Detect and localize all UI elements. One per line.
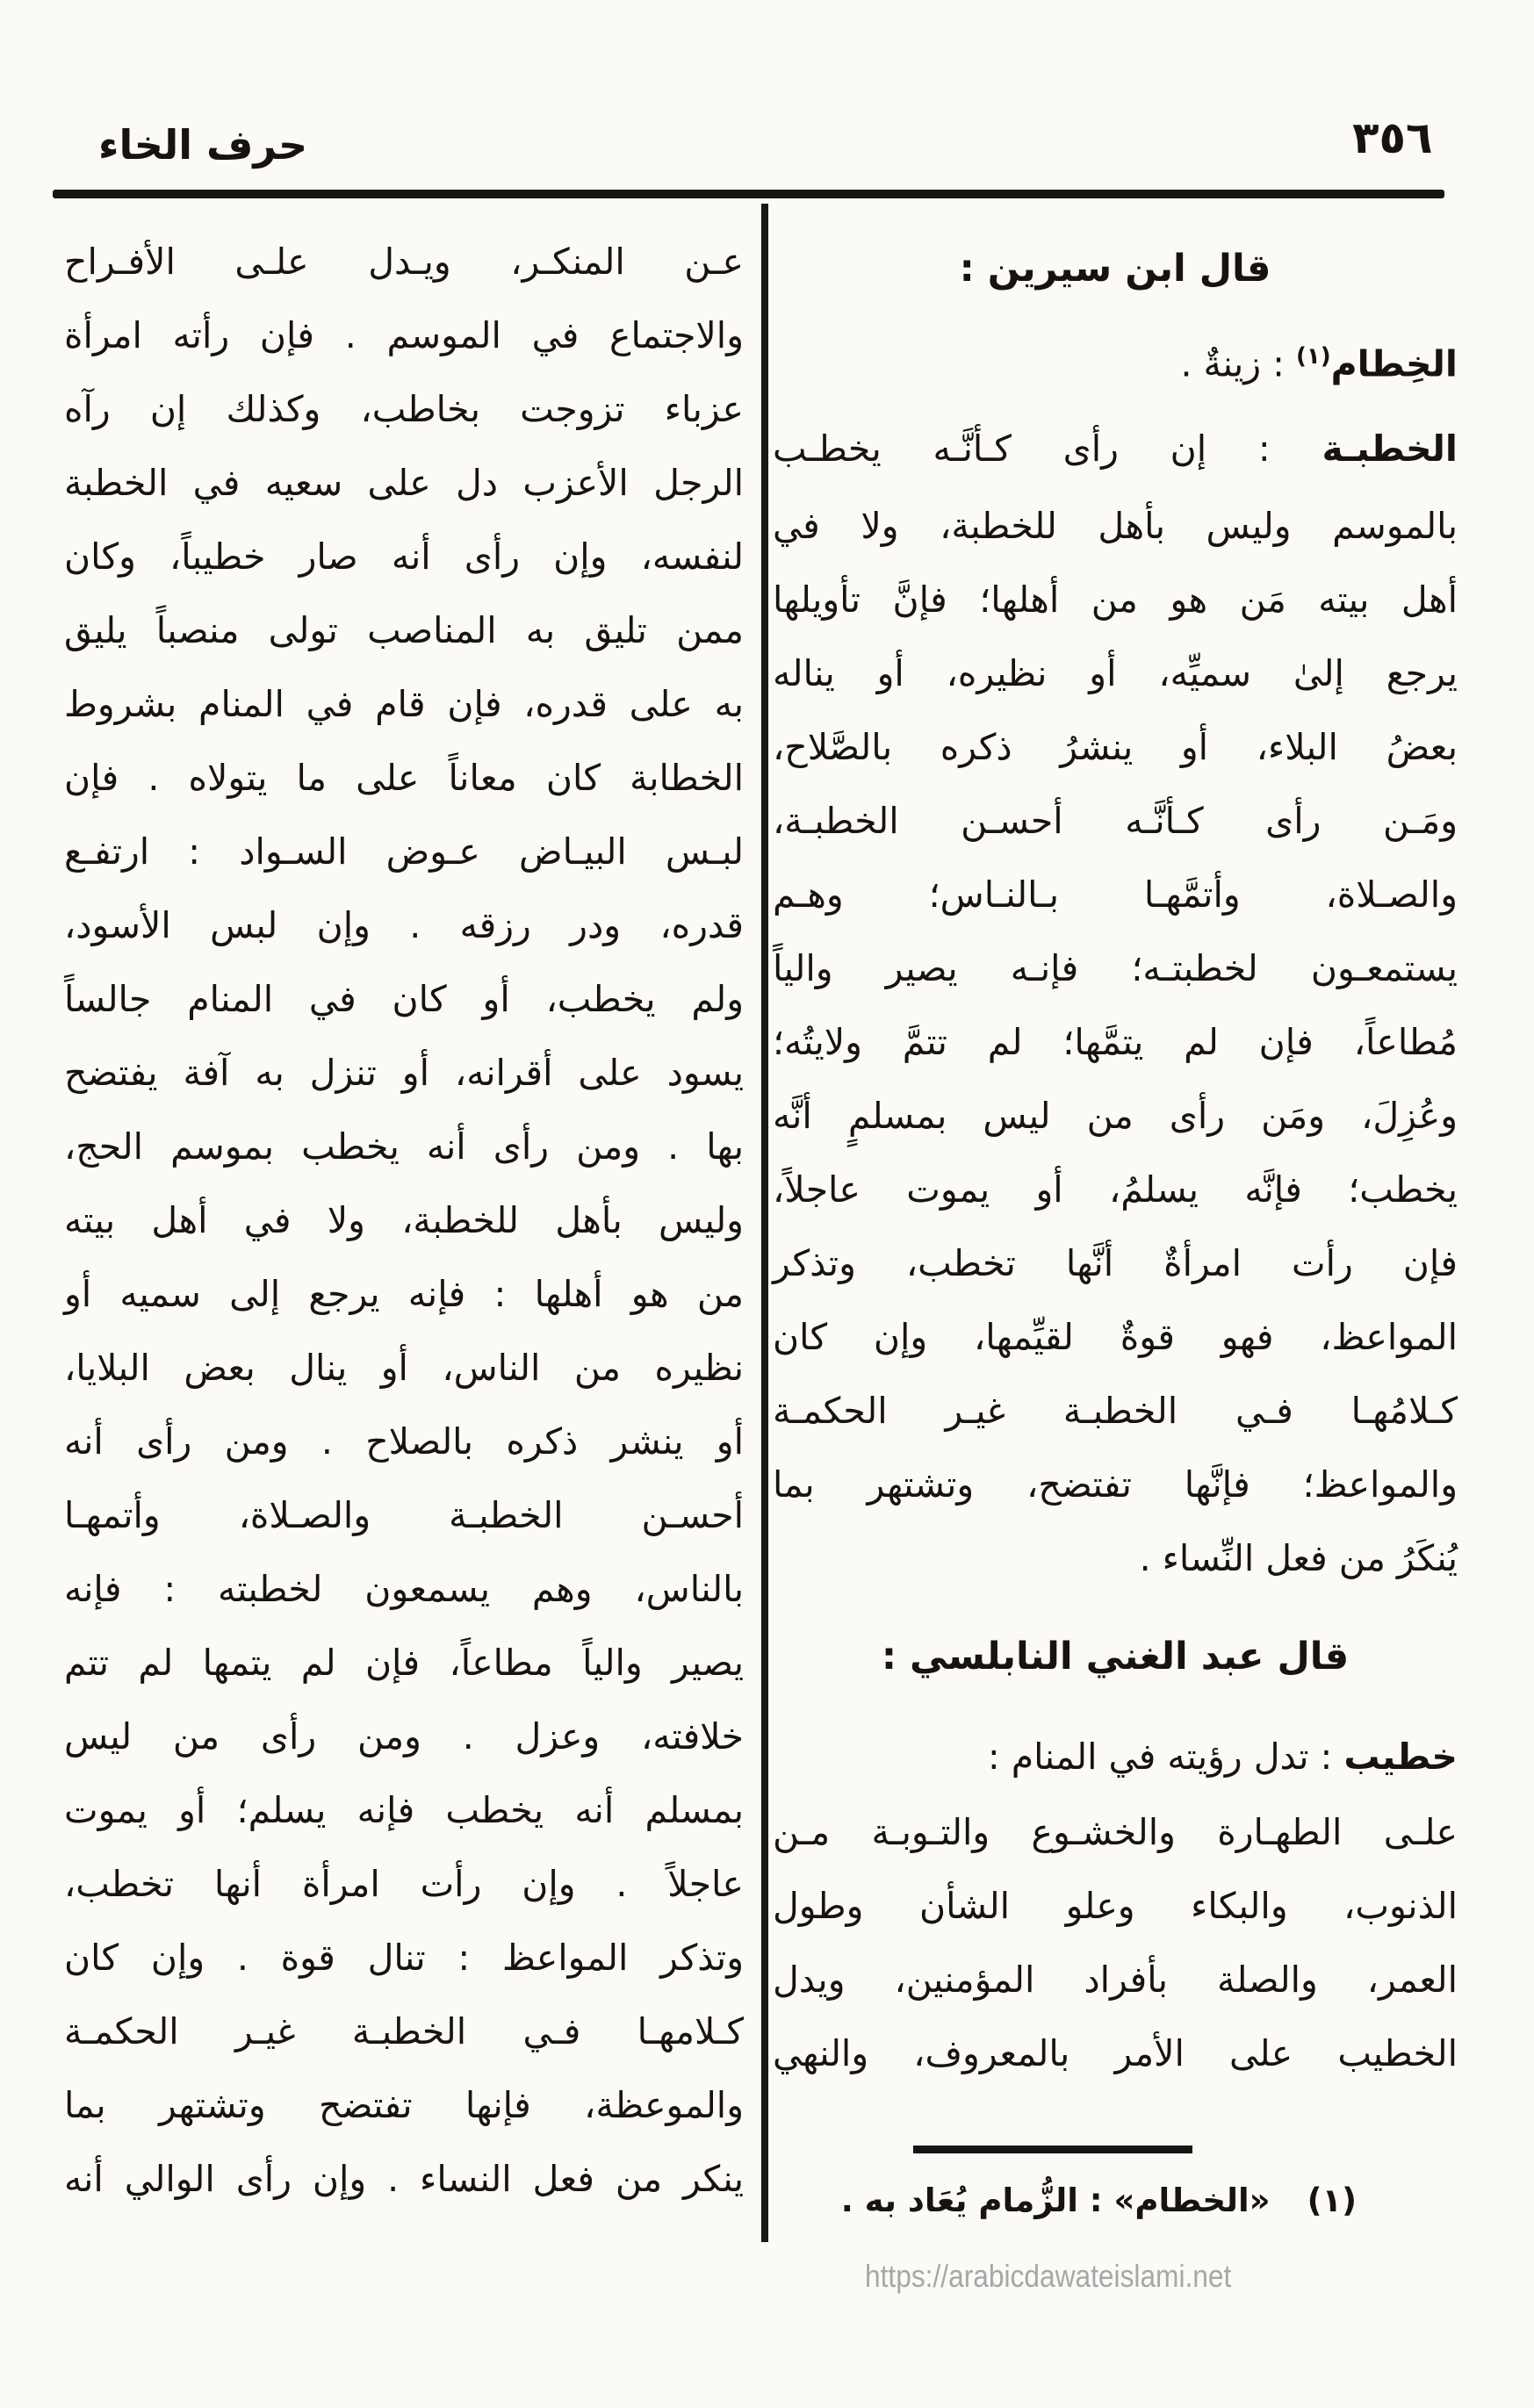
right-column bbox=[773, 225, 1458, 2090]
entry-term-khutba: الخطبـة bbox=[1322, 427, 1458, 470]
text-line: لبـس البيـاض عـوض السـواد : ارتفـع bbox=[64, 830, 744, 873]
text-line: والاجتماع في الموسم . فإن رأته امرأة bbox=[64, 314, 744, 356]
text-line: كـلامُهـا فـي الخطبـة غيـر الحكمـة bbox=[773, 1389, 1458, 1432]
text-line: أهل بيته مَن هو من أهلها؛ فإنَّ تأويلها bbox=[773, 578, 1458, 621]
text-line: علـى الطهـارة والخشـوع والتـوبـة مـن bbox=[773, 1810, 1458, 1853]
text-line: ومَـن رأى كـأنَّـه أحسـن الخطبـة، bbox=[773, 799, 1458, 842]
text-line: وعُزِلَ، ومَن رأى من ليس بمسلمٍ أنَّه bbox=[773, 1094, 1458, 1137]
text-line: يخطب؛ فإنَّه يسلمُ، أو يموت عاجلاً، bbox=[773, 1168, 1458, 1211]
text-line: يسود على أقرانه، أو تنزل به آفة يفتضح bbox=[64, 1052, 744, 1094]
entry-khitam bbox=[773, 313, 1458, 408]
entry-khatib-rest: : تدل رؤيته في المنام : bbox=[987, 1735, 1344, 1778]
text-line: ممن تليق به المناصب تولى منصباً يليق bbox=[64, 609, 744, 651]
entry-khitam-definition: : زينةٌ . bbox=[1180, 342, 1296, 385]
text-line: ولم يخطب، أو كان في المنام جالساً bbox=[64, 978, 744, 1020]
watermark-url: https://arabicdawateislami.net bbox=[865, 2258, 1232, 2294]
text-line: عاجلاً . وإن رأت امرأة أنها تخطب، bbox=[64, 1863, 744, 1905]
text-line: والمواعظ؛ فإنَّها تفتضح، وتشتهر بما bbox=[773, 1463, 1458, 1506]
text-line: فإن رأت امرأةٌ أنَّها تخطب، وتذكر bbox=[773, 1241, 1458, 1284]
entry-khatib-first-line bbox=[773, 1718, 1458, 1795]
footnote-text: «الخطام» : الزُّمام يُعَاد به . bbox=[840, 2182, 1271, 2219]
left-column bbox=[64, 225, 744, 2216]
text-line: عزباء تزوجت بخاطب، وكذلك إن رآه bbox=[64, 388, 744, 430]
text-line: أحسـن الخطبـة والصـلاة، وأتمهـا bbox=[64, 1494, 744, 1536]
text-line: وليس بأهل للخطبة، ولا في أهل بيته bbox=[64, 1199, 744, 1241]
text-line: أو ينشر ذكره بالصلاح . ومن رأى أنه bbox=[64, 1420, 744, 1463]
text-line: الخطابة كان معاناً على ما يتولاه . فإن bbox=[64, 757, 744, 799]
footnote-separator-rule bbox=[913, 2146, 1192, 2153]
text-line: بعضُ البلاء، أو ينشرُ ذكره بالصَّلاح، bbox=[773, 725, 1458, 768]
text-line: كـلامهـا فـي الخطبـة غيـر الحكمـة bbox=[64, 2010, 744, 2052]
text-line: الرجل الأعزب دل على سعيه في الخطبة bbox=[64, 462, 744, 504]
entry-khutba-rest: : إن رأى كـأنَّـه يخطـب bbox=[773, 427, 1322, 470]
text-line: لنفسه، وإن رأى أنه صار خطيباً، وكان bbox=[64, 536, 744, 578]
text-line: عـن المنكـر، ويـدل علـى الأفـراح bbox=[64, 241, 744, 283]
text-line: وتذكر المواعظ : تنال قوة . وإن كان bbox=[64, 1937, 744, 1979]
text-line: يصير والياً مطاعاً، فإن لم يتمها لم تتم bbox=[64, 1642, 744, 1684]
text-line: الخطيب على الأمر بالمعروف، والنهي bbox=[773, 2031, 1458, 2074]
text-line: بمسلم أنه يخطب فإنه يسلم؛ أو يموت bbox=[64, 1789, 744, 1831]
khatib-body-lines bbox=[773, 1795, 1458, 2090]
text-line: ينكر من فعل النساء . وإن رأى الوالي أنه bbox=[64, 2158, 744, 2200]
text-line: قدره، ودر رزقه . وإن لبس الأسود، bbox=[64, 904, 744, 946]
text-line: به على قدره، فإن قام في المنام بشروط bbox=[64, 683, 744, 725]
text-line: نظيره من الناس، أو ينال بعض البلايا، bbox=[64, 1347, 744, 1389]
footnote bbox=[773, 2161, 1357, 2240]
header-rule bbox=[53, 190, 1444, 198]
text-line: المواعظ، فهو قوةٌ لقيِّمها، وإن كان bbox=[773, 1315, 1458, 1358]
text-line: مُطاعاً، فإن لم يتمَّها؛ لم تتمَّ ولايتُه؛ bbox=[773, 1020, 1458, 1063]
text-line: من هو أهلها : فإنه يرجع إلى سميه أو bbox=[64, 1273, 744, 1315]
entry-khutba-first-line bbox=[773, 408, 1458, 489]
text-line: بالموسم وليس بأهل للخطبة، ولا في bbox=[773, 504, 1458, 547]
heading-ibn-sirin: قال ابن سيرين : bbox=[959, 247, 1271, 291]
entry-term-khitam: الخِطام bbox=[1330, 342, 1458, 385]
text-line: بالناس، وهم يسمعون لخطبته : فإنه bbox=[64, 1568, 744, 1610]
khutba-last-line: يُنكَرُ من فعل النِّساء . bbox=[1139, 1536, 1458, 1579]
footnote-marker-ref: (١) bbox=[1295, 343, 1331, 370]
chapter-title: حرف الخاء bbox=[98, 121, 308, 169]
text-line: بها . ومن رأى أنه يخطب بموسم الحج، bbox=[64, 1125, 744, 1168]
entry-term-khatib: خطيب bbox=[1343, 1735, 1458, 1778]
text-line: الذنوب، والبكاء وعلو الشأن وطول bbox=[773, 1884, 1458, 1927]
text-line: والموعظة، فإنها تفتضح وتشتهر بما bbox=[64, 2084, 744, 2126]
text-line: والصـلاة، وأتمَّهـا بـالنـاس؛ وهـم bbox=[773, 873, 1458, 916]
heading-nabulsi: قال عبد الغني النابلسي : bbox=[881, 1634, 1350, 1678]
page-number: ٣٥٦ bbox=[1352, 112, 1433, 163]
text-line: يستمعـون لخطبتـه؛ فإنـه يصير والياً bbox=[773, 946, 1458, 989]
khutba-body-lines bbox=[773, 489, 1458, 1521]
text-line: يرجع إلىٰ سميِّه، أو نظيره، أو يناله bbox=[773, 651, 1458, 694]
column-divider bbox=[761, 204, 768, 2242]
footnote-marker: (١) bbox=[1307, 2182, 1357, 2219]
text-line: خلافته، وعزل . ومن رأى من ليس bbox=[64, 1715, 744, 1757]
text-line: العمر، والصلة بأفراد المؤمنين، ويدل bbox=[773, 1958, 1458, 2001]
